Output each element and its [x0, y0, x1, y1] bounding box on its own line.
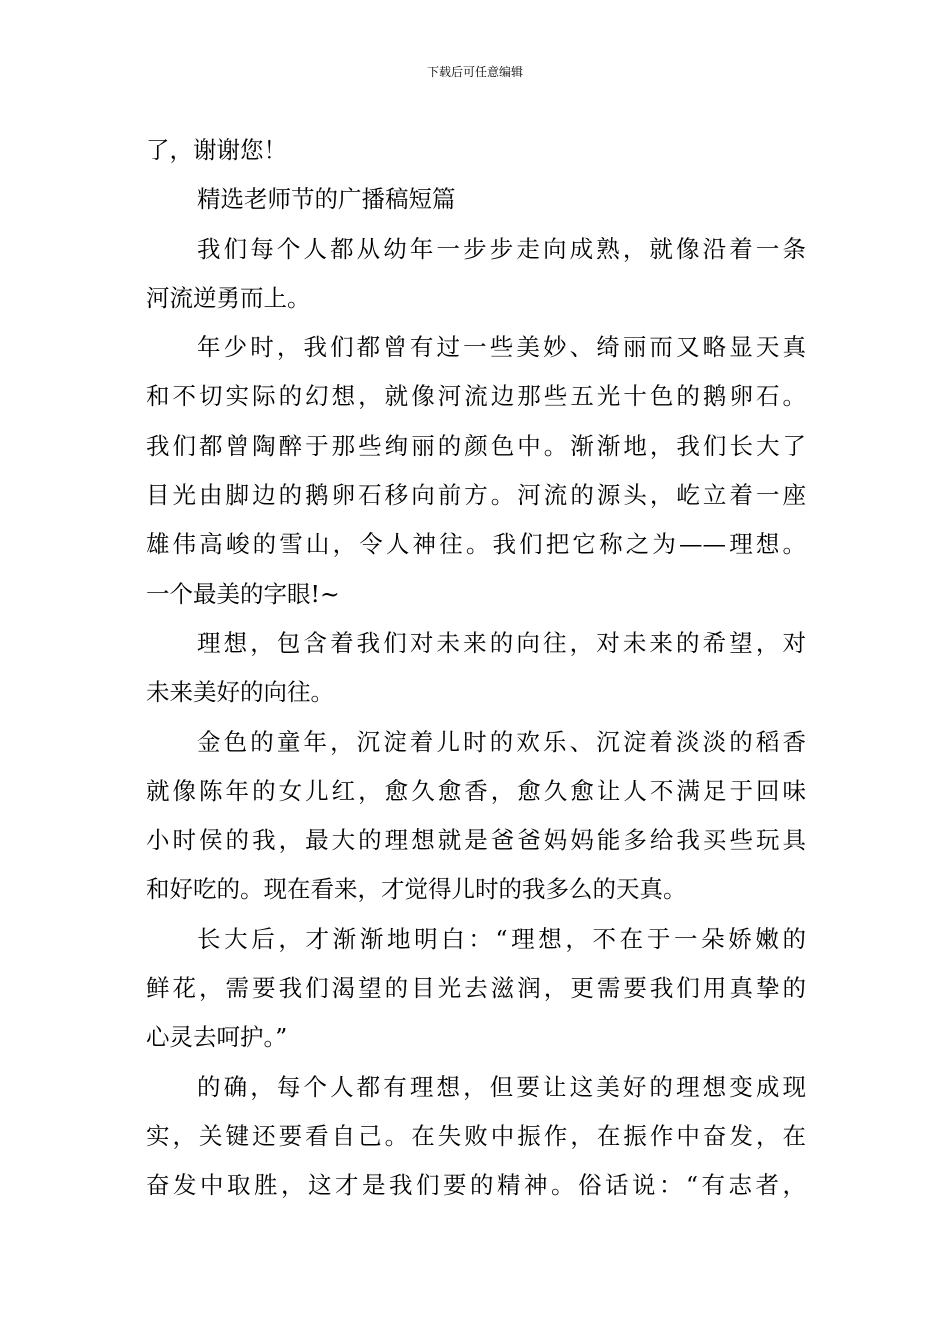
text-line: 就像陈年的女儿红，愈久愈香，愈久愈让人不满足于回味 [146, 776, 806, 805]
text-line: 的确，每个人都有理想，但要让这美好的理想变成现 [197, 1072, 806, 1101]
text-line: 长大后，才渐渐地明白：“理想，不在于一朵娇嫩的 [197, 924, 806, 953]
text-line: 实，关键还要看自己。在失败中振作，在振作中奋发，在 [146, 1121, 806, 1150]
text-line: 和好吃的。现在看来，才觉得儿时的我多么的天真。 [146, 875, 687, 904]
text-line: 和不切实际的幻想，就像河流边那些五光十色的鹅卵石。 [146, 382, 806, 411]
text-line: 年少时，我们都曾有过一些美妙、绮丽而又略显天真 [197, 333, 806, 362]
text-line: 鲜花，需要我们渴望的目光去滋润，更需要我们用真挚的 [146, 974, 806, 1003]
text-line: 小时侯的我，最大的理想就是爸爸妈妈能多给我买些玩具 [146, 826, 806, 855]
text-line: 奋发中取胜，这才是我们要的精神。俗话说：“有志者， [146, 1171, 806, 1200]
text-line: 我们都曾陶醉于那些绚丽的颜色中。渐渐地，我们长大了 [146, 431, 806, 460]
text-line: 一个最美的字眼!~ [146, 579, 340, 608]
text-line: 精选老师节的广播稿短篇 [197, 185, 456, 214]
text-line: 我们每个人都从幼年一步步走向成熟，就像沿着一条 [197, 234, 806, 263]
text-line: 雄伟高峻的雪山，令人神往。我们把它称之为——理想。 [146, 530, 806, 559]
text-line: 目光由脚边的鹅卵石移向前方。河流的源头，屹立着一座 [146, 481, 806, 510]
text-line: 了，谢谢您！ [146, 136, 287, 164]
document-body [146, 126, 806, 1211]
page-header: 下载后可任意编辑 [426, 65, 523, 79]
text-line: 金色的童年，沉淀着儿时的欢乐、沉淀着淡淡的稻香 [197, 727, 806, 756]
text-line: 理想，包含着我们对未来的向往，对未来的希望，对 [197, 628, 806, 657]
text-line: 河流逆勇而上。 [146, 283, 311, 312]
text-line: 未来美好的向往。 [146, 678, 334, 707]
text-line: 心灵去呵护。” [146, 1023, 288, 1052]
